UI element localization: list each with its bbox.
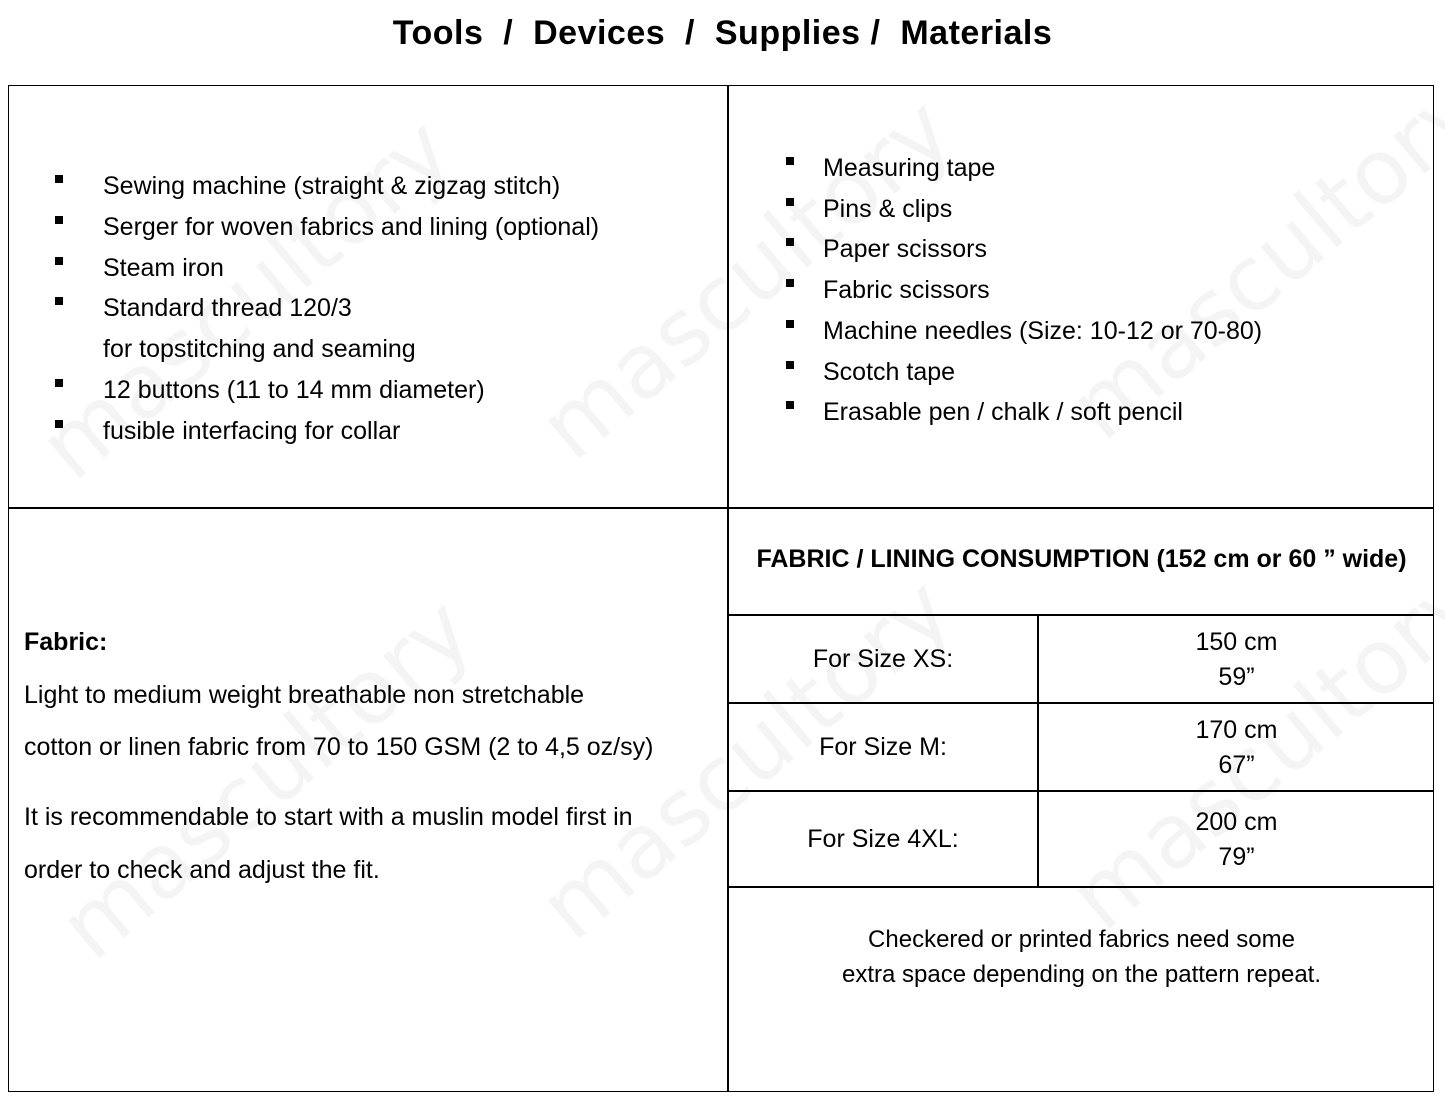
fabric-recommendation-line-1: It is recommendable to start with a muslin model first in (24, 803, 633, 831)
bullet-icon (786, 279, 794, 287)
bullet-icon (55, 379, 63, 387)
bullet-icon (55, 297, 63, 305)
list-item: fusible interfacing for collar (55, 411, 599, 452)
note-line-1: Checkered or printed fabrics need some (868, 926, 1295, 953)
length-cm: 170 cm (1195, 715, 1278, 744)
consumption-note (729, 922, 1434, 992)
length-cm: 200 cm (1195, 807, 1278, 836)
fabric-description-line-2: cotton or linen fabric from 70 to 150 GSM (2 to 4,5 oz/sy) (24, 733, 654, 761)
list-item: Serger for woven fabrics and lining (optional) (55, 207, 599, 248)
bullet-icon (55, 420, 63, 428)
list-item: Scotch tape (786, 352, 1262, 393)
length-cm: 150 cm (1195, 627, 1278, 656)
bullet-icon (786, 361, 794, 369)
note-line-2: extra space depending on the pattern repeat. (841, 961, 1321, 988)
bullet-icon (55, 257, 63, 265)
list-item: Machine needles (Size: 10-12 or 70-80) (786, 311, 1262, 352)
size-label: For Size XS: (812, 645, 954, 673)
fabric-heading: Fabric: (24, 628, 108, 656)
table-row (729, 704, 1037, 791)
list-item: Erasable pen / chalk / soft pencil (786, 392, 1262, 433)
fabric-recommendation-line-2: order to check and adjust the fit. (24, 856, 380, 884)
list-item: Steam iron (55, 248, 599, 289)
list-item: Measuring tape (786, 148, 1262, 189)
page-title: Tools / Devices / Supplies / Materials (392, 14, 1053, 52)
length-inch: 67” (1218, 750, 1255, 779)
list-item: Standard thread 120/3 for topstitching and seaming (55, 288, 599, 370)
bullet-icon (786, 198, 794, 206)
row-divider (8, 507, 1434, 509)
length-inch: 79” (1218, 842, 1255, 871)
list-item: Fabric scissors (786, 270, 1262, 311)
length-inch: 59” (1218, 662, 1255, 691)
table-row-value (1039, 616, 1434, 703)
bullet-icon (786, 238, 794, 246)
bullet-icon (786, 401, 794, 409)
list-item: 12 buttons (11 to 14 mm diameter) (55, 370, 599, 411)
table-row (729, 616, 1037, 703)
list-item: Sewing machine (straight & zigzag stitch) (55, 166, 599, 207)
table-row-value (1039, 704, 1434, 791)
tools-list-right (786, 148, 1262, 433)
list-item: Paper scissors (786, 229, 1262, 270)
fabric-description-line-1: Light to medium weight breathable non stretchable (24, 681, 585, 709)
bullet-icon (786, 157, 794, 165)
table-row (729, 792, 1037, 887)
tools-list-left (55, 166, 599, 452)
table-row-value (1039, 792, 1434, 887)
size-label: For Size 4XL: (807, 825, 959, 853)
bullet-icon (55, 175, 63, 183)
consumption-title: FABRIC / LINING CONSUMPTION (152 cm or 60 ” wide) (756, 545, 1407, 573)
size-label: For Size M: (819, 733, 947, 761)
bullet-icon (786, 320, 794, 328)
list-item: Pins & clips (786, 189, 1262, 230)
bullet-icon (55, 216, 63, 224)
